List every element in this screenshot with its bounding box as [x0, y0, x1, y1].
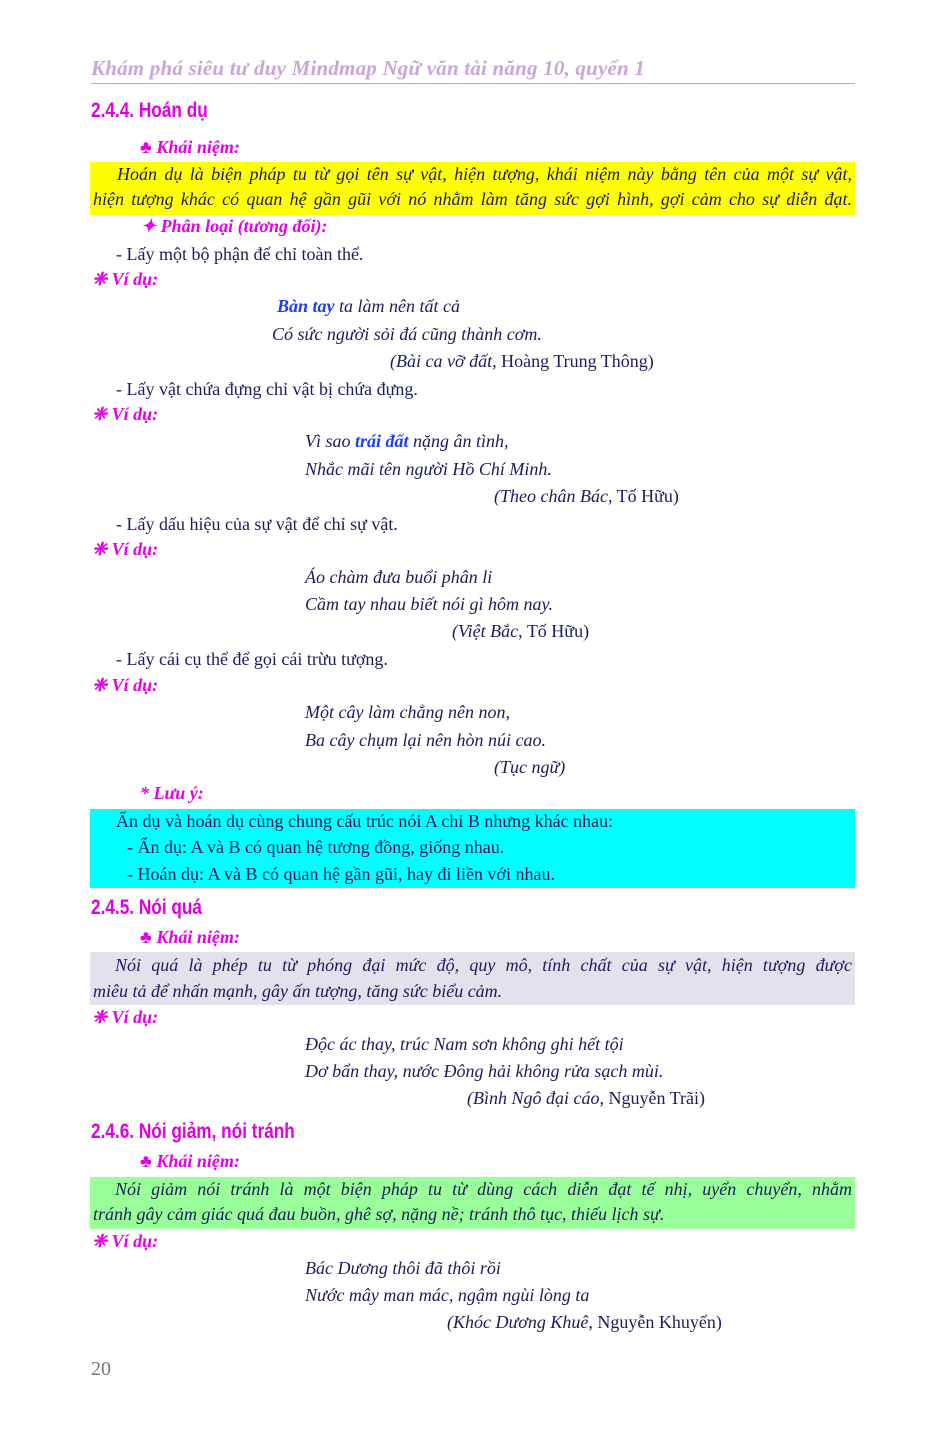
definition-box-yellow: [90, 162, 855, 215]
definition-line: miêu tả để nhấn mạnh, gây ấn tượng, tăng sức biểu cảm.: [93, 981, 503, 1001]
poem-line: Nước mây man mác, ngậm ngùi lòng ta: [305, 1285, 590, 1305]
source-title: (Khóc Dương Khuê: [447, 1312, 589, 1332]
example-label: ❈ Ví dụ:: [92, 1231, 159, 1251]
concept-label: ♣ Khái niệm:: [140, 137, 240, 157]
poem-text: ta làm nên tất cả: [334, 296, 460, 316]
poem-line: Ba cây chụm lại nên hòn núi cao.: [305, 730, 546, 750]
classification-label: ✦ Phân loại (tương đối):: [141, 216, 328, 236]
poem-source: [390, 351, 654, 372]
example-label: ❈ Ví dụ:: [92, 269, 159, 289]
poem-text: nặng ân tình,: [408, 431, 509, 451]
poem-text: Vì sao: [305, 431, 356, 451]
poem-line: Dơ bẩn thay, nước Đông hải không rửa sạch mùi.: [305, 1061, 664, 1081]
poem-source: [447, 1312, 722, 1333]
poem-source: [494, 486, 679, 507]
poem-line: [277, 296, 460, 317]
definition-line: Nói quá là phép tu từ phóng đại mức độ, quy mô, tính chất của sự vật, hiện tượng được: [115, 955, 852, 975]
poem-line: [305, 431, 509, 452]
note-line: - Ẩn dụ: A và B có quan hệ tương đồng, giống nhau.: [127, 837, 505, 857]
highlighted-word: trái đất: [355, 431, 409, 451]
definition-box-green: [90, 1177, 855, 1229]
definition-line: hiện tượng khác có quan hệ gần gũi với nó nhằm làm tăng sức gợi hình, gợi cảm cho sự diễn đạt.: [93, 189, 852, 209]
source-title: (Bài ca vỡ đất: [390, 351, 493, 371]
source-author: , Nguyễn Trãi): [599, 1088, 706, 1108]
poem-line: Nhắc mãi tên người Hồ Chí Minh.: [305, 459, 552, 479]
poem-line: Cầm tay nhau biết nói gì hôm nay.: [305, 594, 553, 614]
section-heading-hoan-du: 2.4.4. Hoán dụ: [91, 99, 208, 122]
section-heading-noi-giam-noi-tranh: 2.4.6. Nói giảm, nói tránh: [91, 1120, 295, 1143]
poem-line: Một cây làm chẳng nên non,: [305, 702, 510, 722]
note-box-cyan: [90, 809, 855, 888]
type-item: - Lấy một bộ phận để chỉ toàn thể.: [116, 244, 364, 264]
poem-line: Bác Dương thôi đã thôi rồi: [305, 1258, 501, 1278]
example-label: ❈ Ví dụ:: [92, 675, 159, 695]
concept-label: ♣ Khái niệm:: [140, 1151, 240, 1171]
section-heading-noi-qua: 2.4.5. Nói quá: [91, 896, 203, 919]
note-line: - Hoán dụ: A và B có quan hệ gần gũi, hay đi liền với nhau.: [127, 864, 555, 884]
source-title: (Việt Bắc: [452, 621, 519, 641]
source-title: (Bình Ngô đại cáo: [467, 1088, 600, 1108]
concept-label: ♣ Khái niệm:: [140, 927, 240, 947]
poem-line: Độc ác thay, trúc Nam sơn không ghi hết tội: [305, 1034, 624, 1054]
example-label: ❈ Ví dụ:: [92, 539, 159, 559]
definition-line: Hoán dụ là biện pháp tu từ gọi tên sự vật, hiện tượng, khái niệm này bằng tên của một sự vật,: [117, 164, 852, 184]
highlighted-word: Bàn tay: [277, 296, 335, 316]
source-author: , Tố Hữu): [518, 621, 590, 641]
source-author: , Nguyễn Khuyến): [588, 1312, 722, 1332]
book-title-header: Khám phá siêu tư duy Mindmap Ngữ văn tài năng 10, quyển 1: [91, 56, 646, 80]
source-author: , Tố Hữu): [607, 486, 679, 506]
header-rule: [91, 83, 855, 84]
poem-line: Có sức người sỏi đá cũng thành cơm.: [272, 324, 542, 344]
poem-source: [467, 1088, 705, 1109]
example-label: ❈ Ví dụ:: [92, 404, 159, 424]
type-item: - Lấy dấu hiệu của sự vật để chỉ sự vật.: [116, 514, 398, 534]
type-item: - Lấy vật chứa đựng chỉ vật bị chứa đựng.: [116, 379, 418, 399]
page-number: 20: [91, 1358, 111, 1380]
source-title: (Theo chân Bác: [494, 486, 608, 506]
poem-source: [452, 621, 589, 642]
definition-box-lavender: [90, 952, 855, 1005]
type-item: - Lấy cái cụ thể để gọi cái trừu tượng.: [116, 649, 388, 669]
note-label: * Lưu ý:: [140, 783, 204, 803]
definition-line: tránh gây cảm giác quá đau buồn, ghê sợ, nặng nề; tránh thô tục, thiếu lịch sự.: [93, 1204, 665, 1224]
poem-line: Áo chàm đưa buổi phân li: [305, 567, 493, 587]
definition-line: Nói giảm nói tránh là một biện pháp tu từ dùng cách diễn đạt tế nhị, uyển chuyển, nhằm: [115, 1179, 852, 1199]
source-author: , Hoàng Trung Thông): [492, 351, 654, 371]
note-line: Ẩn dụ và hoán dụ cùng chung cấu trúc nói A chỉ B nhưng khác nhau:: [116, 811, 614, 831]
example-label: ❈ Ví dụ:: [92, 1007, 159, 1027]
poem-source: (Tục ngữ): [494, 757, 566, 777]
